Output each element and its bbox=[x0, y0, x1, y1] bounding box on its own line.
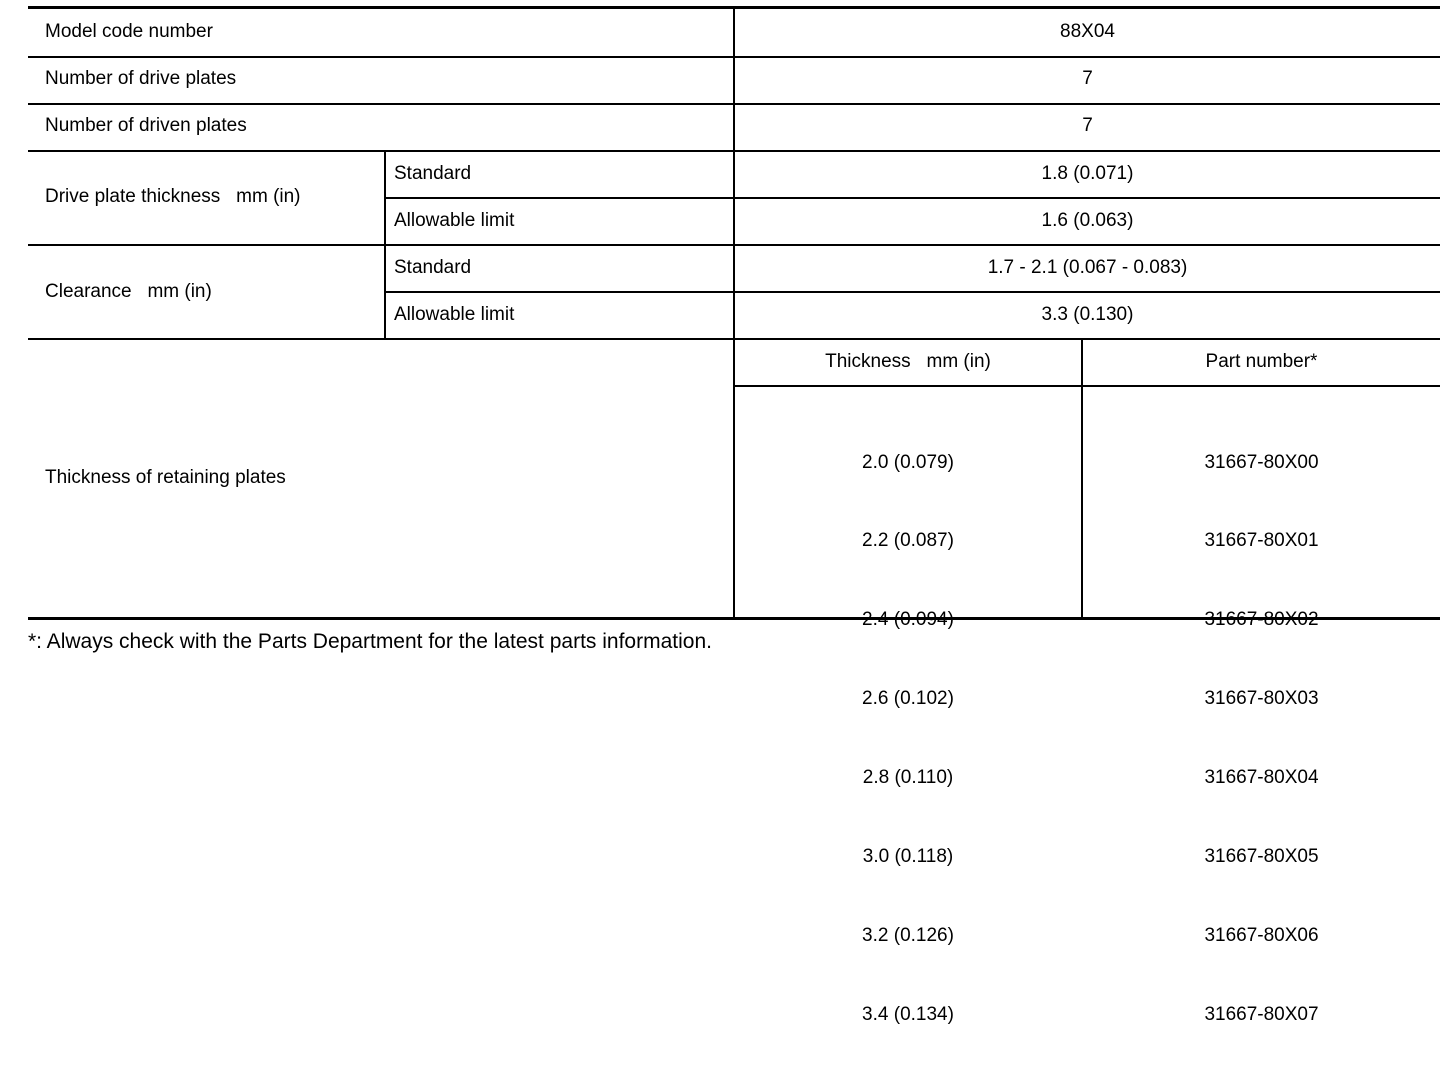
part-number-list bbox=[1083, 397, 1440, 1081]
part-number-value: 31667-80X00 bbox=[1204, 451, 1319, 473]
thickness-value: 2.2 (0.087) bbox=[862, 530, 954, 552]
clearance-limit-value: 3.3 (0.130) bbox=[1041, 304, 1134, 325]
drive-plates-label: Number of drive plates bbox=[45, 68, 237, 89]
drive-plates-value: 7 bbox=[1082, 68, 1093, 89]
thickness-value: 3.4 (0.134) bbox=[862, 1003, 954, 1025]
thickness-value: 2.0 (0.079) bbox=[862, 451, 954, 473]
row-divider bbox=[385, 197, 1440, 199]
driven-plates-value: 7 bbox=[1082, 115, 1093, 136]
part-number-value: 31667-80X02 bbox=[1204, 609, 1319, 631]
row-divider bbox=[733, 385, 1440, 387]
clearance-standard-value: 1.7 - 2.1 (0.067 - 0.083) bbox=[987, 257, 1188, 278]
column-divider bbox=[384, 150, 386, 340]
part-number-value: 31667-80X04 bbox=[1204, 767, 1319, 789]
retaining-plates-label: Thickness of retaining plates bbox=[45, 467, 286, 488]
thickness-value: 3.2 (0.126) bbox=[862, 924, 954, 946]
part-number-column-header: Part number* bbox=[1205, 351, 1318, 372]
part-number-value: 31667-80X05 bbox=[1204, 846, 1319, 868]
thickness-list bbox=[735, 397, 1081, 1081]
model-code-label: Model code number bbox=[45, 21, 213, 42]
drive-plate-thickness-label: Drive plate thickness mm (in) bbox=[45, 186, 301, 207]
drive-plate-limit-label: Allowable limit bbox=[394, 210, 515, 231]
drive-plate-standard-value: 1.8 (0.071) bbox=[1041, 163, 1134, 184]
part-number-value: 31667-80X03 bbox=[1204, 688, 1319, 710]
part-number-value: 31667-80X06 bbox=[1204, 924, 1319, 946]
row-divider bbox=[385, 291, 1440, 293]
thickness-column-header: Thickness mm (in) bbox=[825, 351, 991, 372]
clearance-standard-label: Standard bbox=[394, 257, 472, 278]
part-number-value: 31667-80X07 bbox=[1204, 1003, 1319, 1025]
footnote: *: Always check with the Parts Department for the latest parts information. bbox=[28, 630, 712, 653]
part-number-value: 31667-80X01 bbox=[1204, 530, 1319, 552]
thickness-value: 3.0 (0.118) bbox=[862, 846, 954, 868]
drive-plate-standard-label: Standard bbox=[394, 163, 472, 184]
thickness-value: 2.8 (0.110) bbox=[862, 767, 954, 789]
driven-plates-label: Number of driven plates bbox=[45, 115, 247, 136]
thickness-value: 2.6 (0.102) bbox=[862, 688, 954, 710]
model-code-value: 88X04 bbox=[1060, 21, 1115, 42]
thickness-value: 2.4 (0.094) bbox=[862, 609, 954, 631]
drive-plate-limit-value: 1.6 (0.063) bbox=[1041, 210, 1134, 231]
clearance-limit-label: Allowable limit bbox=[394, 304, 515, 325]
clearance-label: Clearance mm (in) bbox=[45, 281, 212, 302]
